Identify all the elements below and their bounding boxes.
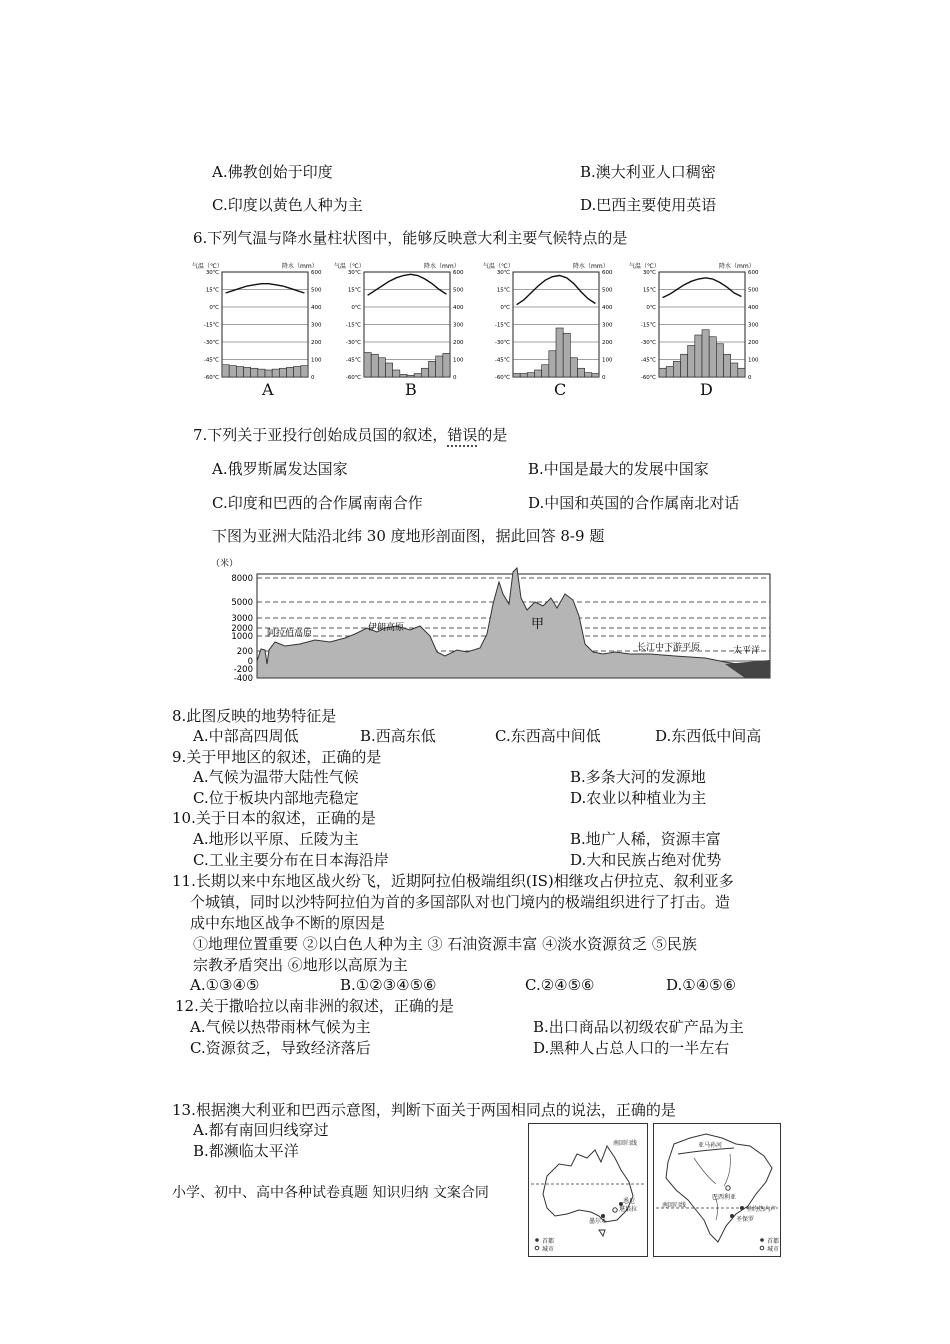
precip-tick-label: 500 bbox=[748, 287, 759, 294]
precip-bar bbox=[251, 368, 258, 377]
temp-tick-label: 0℃ bbox=[351, 305, 361, 311]
precip-bar bbox=[542, 365, 549, 377]
precip-bar bbox=[236, 367, 243, 378]
q13-stem: 13.根据澳大利亚和巴西示意图，判断下面关于两国相同点的说法，正确的是 bbox=[172, 1101, 676, 1119]
bra-tropic-label: 南回归线 bbox=[662, 1202, 687, 1209]
bra-legend-capital: 首都 bbox=[767, 1238, 780, 1245]
precip-bar bbox=[724, 354, 731, 377]
q8-option-a: A.中部高四周低 bbox=[193, 727, 299, 745]
q89-intro: 下图为亚洲大陆沿北纬 30 度地形剖面图，据此回答 8-9 题 bbox=[212, 527, 605, 545]
temp-tick-label: 15℃ bbox=[496, 287, 510, 294]
precip-tick-label: 400 bbox=[453, 305, 464, 311]
temperature-line bbox=[368, 274, 447, 295]
precip-bar bbox=[695, 335, 702, 377]
aus-tropic-label: 南回归线 bbox=[613, 1140, 638, 1147]
precip-bar bbox=[364, 353, 371, 378]
temp-tick-label: -60℃ bbox=[640, 375, 656, 381]
q13-option-b: B.都濒临太平洋 bbox=[193, 1142, 299, 1160]
precip-bar bbox=[279, 368, 286, 377]
aus-city-sydney: 悉尼 bbox=[623, 1198, 636, 1205]
precip-bar bbox=[563, 333, 570, 377]
q6-stem: 6.下列气温与降水量柱状图中，能够反映意大利主要气候特点的是 bbox=[193, 229, 628, 247]
precip-tick-label: 0 bbox=[748, 375, 752, 381]
precip-bar bbox=[244, 367, 251, 377]
precip-bar bbox=[222, 365, 229, 377]
q7-stem-pre: 7.下列关于亚投行创始成员国的叙述， bbox=[193, 426, 448, 444]
precip-tick-label: 600 bbox=[453, 270, 464, 276]
q13-option-a: A.都有南回归线穿过 bbox=[193, 1121, 329, 1139]
q9-option-d: D.农业以种植业为主 bbox=[570, 789, 707, 807]
profile-y-tick: 8000 bbox=[231, 574, 253, 584]
precip-bar bbox=[709, 337, 716, 377]
temp-tick-label: 30℃ bbox=[347, 270, 361, 276]
temp-tick-label: -60℃ bbox=[345, 375, 361, 381]
precip-bar bbox=[738, 368, 745, 377]
profile-y-tick: -200 bbox=[233, 665, 253, 675]
footer-note: 小学、初中、高中各种试卷真题 知识归纳 文案合同 bbox=[172, 1185, 489, 1201]
temp-tick-label: 30℃ bbox=[496, 270, 510, 276]
profile-label: 伊朗高原 bbox=[368, 623, 405, 633]
precip-bar bbox=[294, 367, 301, 378]
precip-bar bbox=[265, 370, 272, 377]
temperature-line bbox=[226, 284, 305, 293]
precip-bar bbox=[258, 369, 265, 377]
aus-city-melbourne: 墨尔本 bbox=[589, 1218, 608, 1225]
chart-letter-d: D bbox=[700, 380, 713, 399]
profile-y-tick: 200 bbox=[236, 647, 253, 657]
precip-tick-label: 100 bbox=[311, 357, 322, 364]
q11-line3: 成中东地区战争不断的原因是 bbox=[190, 914, 386, 932]
precip-bar bbox=[673, 361, 680, 377]
profile-label: 长江中下游平原 bbox=[637, 643, 701, 653]
precip-bar bbox=[702, 330, 709, 377]
precip-tick-label: 300 bbox=[311, 322, 322, 329]
q11-option-d: D.①④⑤⑥ bbox=[666, 976, 737, 994]
temp-tick-label: -45℃ bbox=[494, 357, 510, 364]
precip-bar bbox=[659, 368, 666, 377]
temp-tick-label: 0℃ bbox=[500, 305, 510, 311]
aus-legend-city: 城市 bbox=[542, 1246, 555, 1253]
profile-y-tick: 2000 bbox=[231, 624, 253, 634]
precip-tick-label: 100 bbox=[453, 357, 464, 364]
profile-y-tick: 0 bbox=[247, 657, 253, 667]
precip-tick-label: 300 bbox=[453, 322, 464, 329]
precip-tick-label: 0 bbox=[602, 375, 606, 381]
climate-chart-d bbox=[629, 262, 759, 381]
q9-option-c: C.位于板块内部地壳稳定 bbox=[193, 789, 359, 807]
q11-option-a: A.①③④⑤ bbox=[190, 976, 260, 994]
precip-tick-label: 0 bbox=[453, 375, 457, 381]
temp-tick-label: 30℃ bbox=[642, 270, 656, 276]
precip-bar bbox=[400, 374, 407, 377]
q8-option-d: D.东西低中间高 bbox=[655, 727, 762, 745]
precip-bar bbox=[414, 374, 421, 378]
precip-bar bbox=[407, 375, 414, 377]
precip-axis-title: 降水（mm） bbox=[282, 263, 318, 270]
precip-tick-label: 200 bbox=[311, 340, 322, 346]
q5-option-c: C.印度以黄色人种为主 bbox=[212, 196, 363, 214]
precip-tick-label: 200 bbox=[453, 340, 464, 346]
q7-option-c: C.印度和巴西的合作属南南合作 bbox=[212, 494, 423, 512]
q11-option-b: B.①②③④⑤⑥ bbox=[340, 976, 437, 994]
temp-tick-label: -15℃ bbox=[203, 322, 219, 329]
chart-letter-c: C bbox=[554, 380, 567, 399]
profile-label: 甲 bbox=[531, 617, 545, 632]
precip-tick-label: 400 bbox=[748, 305, 759, 311]
precip-tick-label: 500 bbox=[453, 287, 464, 294]
q7-option-b: B.中国是最大的发展中国家 bbox=[528, 460, 709, 478]
precip-axis-title: 降水（mm） bbox=[573, 263, 609, 270]
temp-tick-label: -45℃ bbox=[345, 357, 361, 364]
precip-bar bbox=[592, 374, 599, 378]
q11-line2: 个城镇，同时以沙特阿拉伯为首的多国部队对也门境内的极端组织进行了打击。造 bbox=[190, 893, 731, 911]
temp-tick-label: -15℃ bbox=[640, 322, 656, 329]
profile-y-axis-title: （米） bbox=[211, 559, 239, 569]
precip-bar bbox=[229, 366, 236, 377]
precip-tick-label: 600 bbox=[311, 270, 322, 276]
precip-bar bbox=[688, 346, 695, 378]
precip-tick-label: 0 bbox=[311, 375, 315, 381]
temp-tick-label: -60℃ bbox=[494, 375, 510, 381]
q12-option-a: A.气候以热带雨林气候为主 bbox=[190, 1018, 371, 1036]
temp-tick-label: -30℃ bbox=[494, 340, 510, 346]
q11-option-c: C.②④⑤⑥ bbox=[525, 976, 595, 994]
temp-tick-label: -30℃ bbox=[640, 340, 656, 346]
precip-bar bbox=[585, 373, 592, 377]
q10-option-b: B.地广人稀，资源丰富 bbox=[570, 830, 721, 848]
precip-tick-label: 300 bbox=[748, 322, 759, 329]
temp-tick-label: 0℃ bbox=[646, 305, 656, 311]
precip-tick-label: 200 bbox=[748, 340, 759, 346]
q8-stem: 8.此图反映的地势特征是 bbox=[172, 707, 337, 725]
temp-axis-title: 气温（℃） bbox=[483, 263, 514, 270]
temp-tick-label: 15℃ bbox=[642, 287, 656, 294]
q5-option-d: D.巴西主要使用英语 bbox=[580, 196, 717, 214]
precip-tick-label: 500 bbox=[602, 287, 613, 294]
bra-capital-label: 巴西利亚 bbox=[712, 1194, 737, 1201]
precip-bar bbox=[681, 354, 688, 377]
aus-legend-capital: 首都 bbox=[542, 1238, 555, 1245]
temp-tick-label: 0℃ bbox=[209, 305, 219, 311]
precip-tick-label: 100 bbox=[602, 357, 613, 364]
precip-bar bbox=[520, 374, 527, 378]
q11-line1: 11.长期以来中东地区战火纷飞，近期阿拉伯极端组织(IS)相继攻占伊拉克、叙利亚多 bbox=[172, 872, 734, 890]
precip-bar bbox=[666, 367, 673, 378]
bra-city-saopaulo: 圣保罗 bbox=[736, 1216, 755, 1223]
precip-tick-label: 200 bbox=[602, 340, 613, 346]
precip-bar bbox=[386, 363, 393, 377]
temp-axis-title: 气温（℃） bbox=[629, 263, 660, 270]
precip-tick-label: 600 bbox=[602, 270, 613, 276]
bra-legend-city: 城市 bbox=[767, 1246, 780, 1253]
profile-label: 阿拉伯高原 bbox=[267, 629, 313, 639]
temp-tick-label: -60℃ bbox=[203, 375, 219, 381]
precip-bar bbox=[421, 368, 428, 377]
q12-stem: 12.关于撒哈拉以南非洲的叙述，正确的是 bbox=[175, 997, 454, 1015]
precip-bar bbox=[570, 358, 577, 377]
q8-option-c: C.东西高中间低 bbox=[495, 727, 601, 745]
precip-tick-label: 400 bbox=[311, 305, 322, 311]
temp-tick-label: -30℃ bbox=[203, 340, 219, 346]
q7-stem bbox=[193, 426, 507, 444]
temp-tick-label: -45℃ bbox=[203, 357, 219, 364]
q7-option-a: A.俄罗斯属发达国家 bbox=[212, 460, 348, 478]
q10-stem: 10.关于日本的叙述，正确的是 bbox=[172, 809, 376, 827]
temp-axis-title: 气温（℃） bbox=[334, 263, 365, 270]
q12-option-c: C.资源贫乏，导致经济落后 bbox=[190, 1039, 371, 1057]
precip-bar bbox=[371, 354, 378, 377]
q11-line5: 宗教矛盾突出 ⑥地形以高原为主 bbox=[193, 956, 408, 974]
precip-bar bbox=[436, 356, 443, 377]
precip-bar bbox=[535, 370, 542, 377]
precip-bar bbox=[549, 351, 556, 377]
q9-option-a: A.气候为温带大陆性气候 bbox=[193, 768, 359, 786]
precip-tick-label: 600 bbox=[748, 270, 759, 276]
q8-option-b: B.西高东低 bbox=[360, 727, 436, 745]
profile-y-tick: 1000 bbox=[231, 632, 253, 642]
aus-city-canberra: 堪培拉 bbox=[619, 1206, 638, 1213]
temperature-line bbox=[663, 278, 742, 298]
brazil-map bbox=[653, 1123, 781, 1257]
profile-y-tick: 5000 bbox=[231, 598, 253, 608]
precip-bar bbox=[287, 367, 294, 377]
precip-axis-title: 降水（mm） bbox=[719, 263, 755, 270]
australia-map bbox=[528, 1123, 648, 1257]
precip-bar bbox=[731, 363, 738, 377]
terrain-profile bbox=[205, 554, 775, 684]
precip-bar bbox=[556, 328, 563, 377]
temp-tick-label: -30℃ bbox=[345, 340, 361, 346]
q10-option-d: D.大和民族占绝对优势 bbox=[570, 851, 722, 869]
profile-y-tick: 3000 bbox=[231, 614, 253, 624]
climate-chart-b bbox=[334, 262, 464, 381]
bra-river-label: 亚马孙河 bbox=[698, 1142, 723, 1149]
temperature-line bbox=[517, 276, 596, 305]
q9-stem: 9.关于甲地区的叙述，正确的是 bbox=[172, 748, 382, 766]
precip-bar bbox=[301, 366, 308, 377]
q5-option-a: A.佛教创始于印度 bbox=[212, 163, 333, 181]
precip-tick-label: 300 bbox=[602, 322, 613, 329]
temp-tick-label: 15℃ bbox=[347, 287, 361, 294]
temp-axis-title: 气温（℃） bbox=[192, 263, 223, 270]
chart-letter-a: A bbox=[262, 380, 274, 399]
profile-y-tick: -400 bbox=[233, 674, 253, 684]
q7-stem-post: 的是 bbox=[477, 426, 508, 444]
temp-tick-label: -45℃ bbox=[640, 357, 656, 364]
temp-tick-label: -15℃ bbox=[345, 322, 361, 329]
precip-bar bbox=[378, 358, 385, 377]
q7-option-d: D.中国和英国的合作属南北对话 bbox=[528, 494, 740, 512]
precip-tick-label: 400 bbox=[602, 305, 613, 311]
climate-chart-c bbox=[483, 262, 613, 381]
precip-tick-label: 500 bbox=[311, 287, 322, 294]
q11-line4: ①地理位置重要 ②以白色人种为主 ③ 石油资源丰富 ④淡水资源贫乏 ⑤民族 bbox=[193, 935, 697, 953]
temp-tick-label: 30℃ bbox=[205, 270, 219, 276]
bra-city-rio: 里约热内卢 bbox=[746, 1206, 777, 1213]
precip-bar bbox=[429, 361, 436, 377]
precip-bar bbox=[578, 368, 585, 377]
q10-option-a: A.地形以平原、丘陵为主 bbox=[193, 830, 359, 848]
precip-bar bbox=[716, 344, 723, 377]
precip-bar bbox=[527, 373, 534, 377]
q7-stem-emph: 错误 bbox=[447, 426, 478, 444]
precip-axis-title: 降水（mm） bbox=[424, 263, 460, 270]
q5-option-b: B.澳大利亚人口稠密 bbox=[580, 163, 716, 181]
q10-option-c: C.工业主要分布在日本海沿岸 bbox=[193, 851, 389, 869]
terrain-area bbox=[257, 568, 770, 678]
precip-bar bbox=[393, 370, 400, 377]
chart-letter-b: B bbox=[405, 380, 417, 399]
precip-bar bbox=[272, 369, 279, 377]
precip-bar bbox=[443, 353, 450, 377]
q12-option-b: B.出口商品以初级农矿产品为主 bbox=[533, 1018, 744, 1036]
climate-chart-a bbox=[192, 262, 322, 381]
precip-tick-label: 100 bbox=[748, 357, 759, 364]
q12-option-d: D.黑种人占总人口的一半左右 bbox=[533, 1039, 730, 1057]
temp-tick-label: 15℃ bbox=[205, 287, 219, 294]
precip-bar bbox=[513, 374, 520, 378]
q9-option-b: B.多条大河的发源地 bbox=[570, 768, 706, 786]
profile-label: 太平洋 bbox=[733, 646, 761, 656]
temp-tick-label: -15℃ bbox=[494, 322, 510, 329]
climate-charts bbox=[190, 258, 790, 398]
